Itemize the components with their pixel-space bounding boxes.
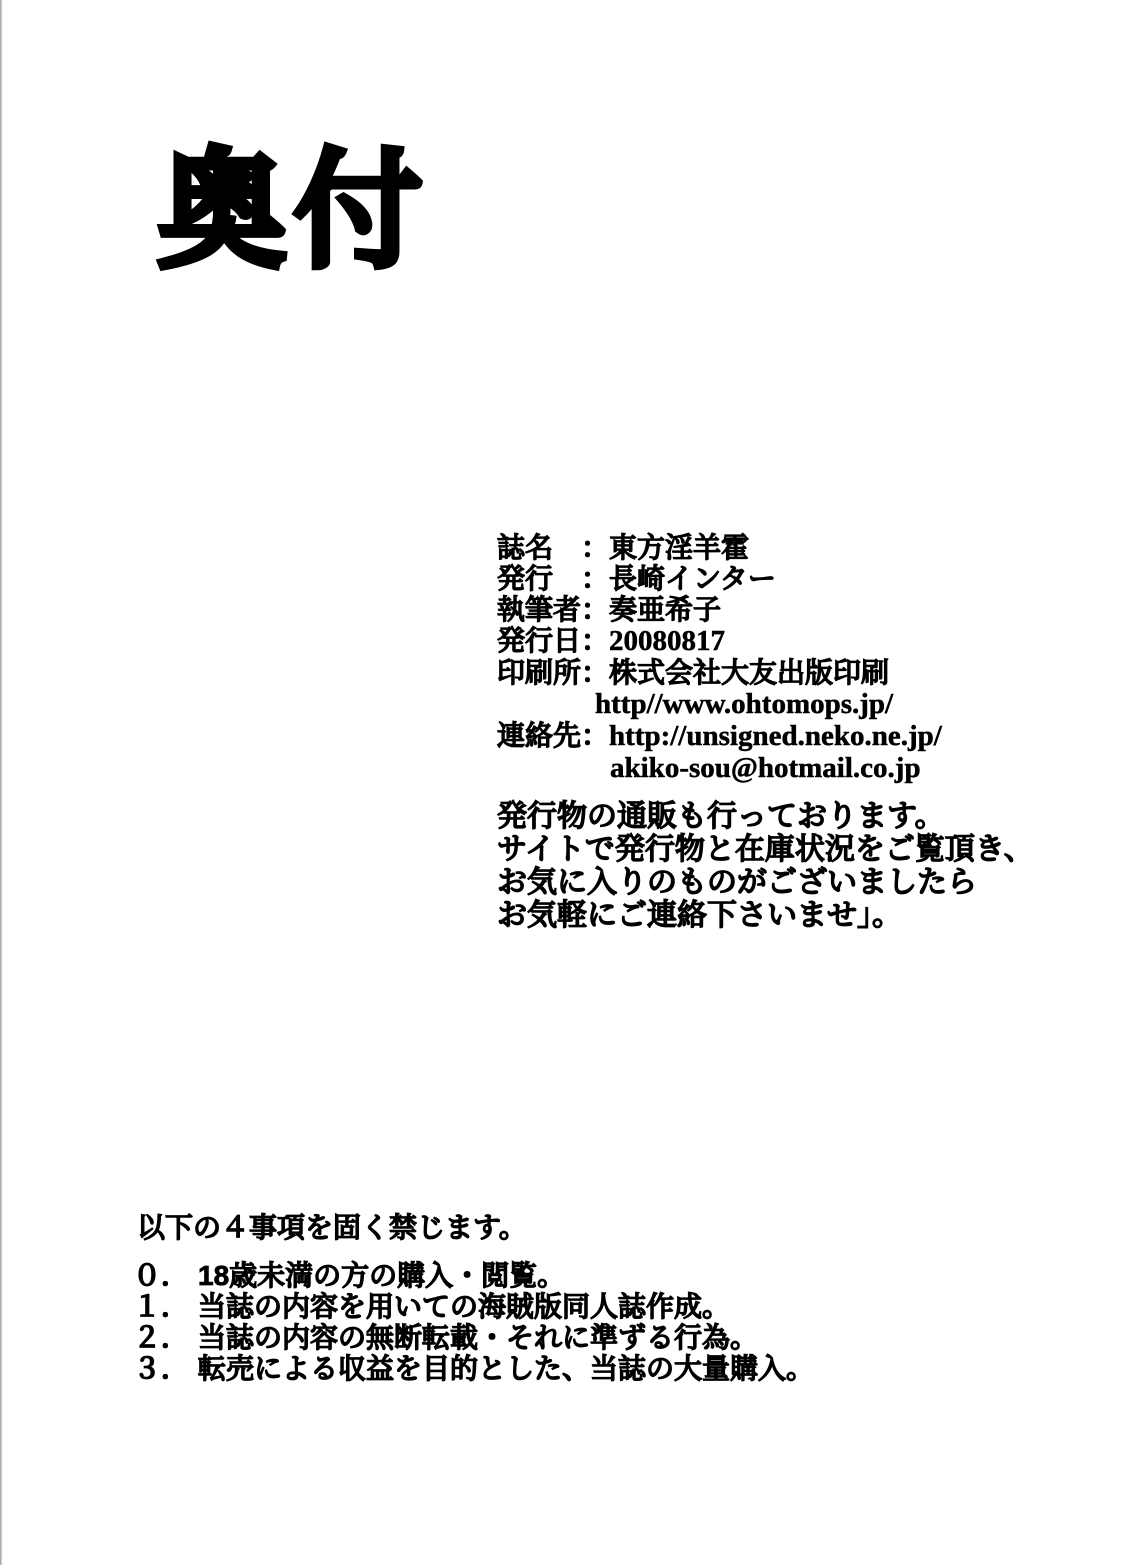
colophon-row-printer [497, 657, 942, 688]
row-label: 連絡先： [497, 720, 610, 751]
colophon-block [497, 532, 942, 784]
list-item [133, 1353, 814, 1384]
list-item [133, 1260, 814, 1291]
notice-line: お気軽にご連絡下さいませ」。 [497, 899, 902, 932]
colophon-row-title [497, 532, 942, 563]
colophon-row-email [497, 752, 942, 784]
row-label: 印刷所： [497, 657, 610, 688]
colophon-row-contact [497, 720, 942, 752]
list-item [133, 1322, 814, 1353]
contact-url: http://unsigned.neko.ne.jp/ [609, 720, 942, 752]
restrictions-list [133, 1260, 814, 1384]
item-number: ３． [133, 1353, 190, 1384]
row-label: 誌名 ： [497, 532, 610, 563]
row-value: 株式会社大友出版印刷 [609, 657, 890, 688]
scan-edge-artifact [0, 0, 3, 1565]
list-item [133, 1291, 814, 1322]
item-text: 転売による収益を目的とした、当誌の大量購入。 [198, 1353, 815, 1384]
restrictions-heading: 以下の４事項を固く禁じます。 [137, 1212, 527, 1243]
row-value: 長崎インター [609, 563, 776, 594]
item-number: ２． [133, 1322, 190, 1353]
colophon-row-author [497, 594, 942, 625]
contact-email: akiko-sou@hotmail.co.jp [610, 752, 921, 784]
mail-order-notice [497, 800, 1034, 932]
item-text: 当誌の内容を用いての海賊版同人誌作成。 [198, 1291, 731, 1322]
notice-line: サイトで発行物と在庫状況をご覧頂き、 [497, 833, 1034, 866]
colophon-row-printer-url [497, 688, 942, 720]
item-text: 当誌の内容の無断転載・それに準ずる行為。 [198, 1322, 759, 1353]
item-number: １． [133, 1291, 190, 1322]
notice-line: 発行物の通販も行っております。 [497, 800, 945, 833]
row-value: 20080817 [609, 625, 726, 657]
row-label: 発行 ： [497, 563, 610, 594]
printer-url: http//www.ohtomops.jp/ [595, 688, 894, 720]
page-title: 奥付 [158, 140, 431, 283]
item-text: 18歳未満の方の購入・閲覧。 [198, 1260, 566, 1291]
notice-line: お気に入りのものがございましたら [497, 866, 977, 899]
row-value: 奏亜希子 [609, 594, 722, 625]
item-number: ０． [133, 1260, 190, 1291]
colophon-row-date [497, 625, 942, 657]
colophon-row-publisher [497, 563, 942, 594]
row-value: 東方淫羊霍 [609, 532, 750, 563]
row-label: 執筆者： [497, 594, 610, 625]
row-label: 発行日： [497, 625, 610, 656]
